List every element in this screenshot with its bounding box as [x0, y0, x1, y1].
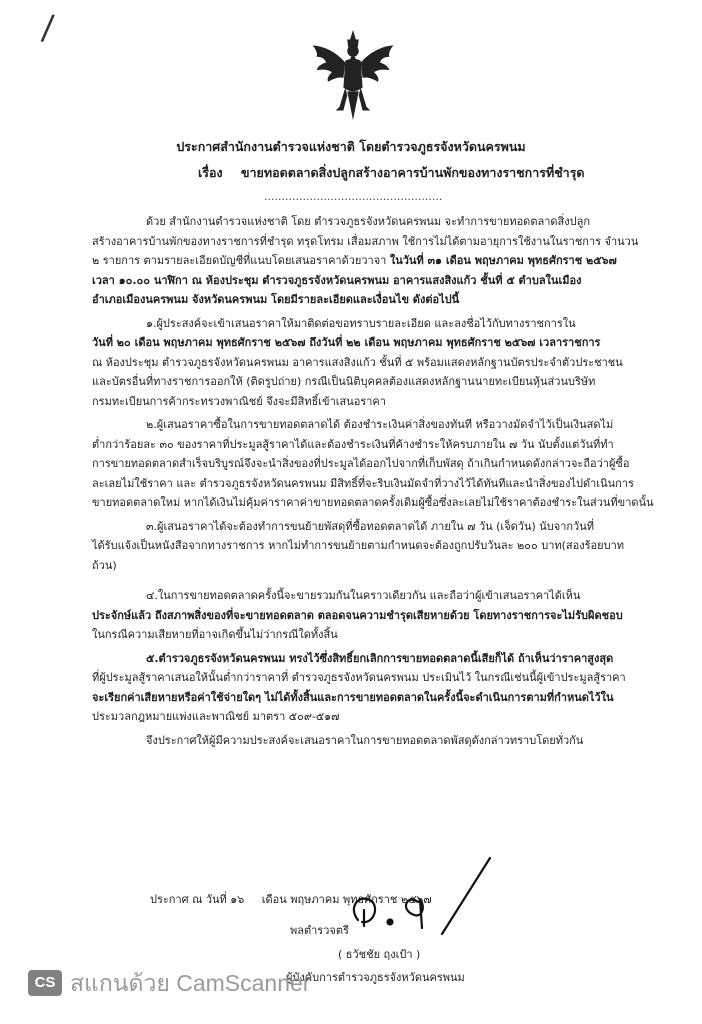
- clause-5-line: ประมวลกฎหมายแพ่งและพาณิชย์ มาตรา ๕๐๙-๕๑๗: [92, 710, 340, 723]
- clause-1-line: ๑.ผู้ประสงค์จะเข้าเสนอราคาให้มาติดต่อขอทราบรายละเอียด และลงชื่อไว้กับทางราชการใน: [146, 316, 576, 330]
- clause-5-line: จะเรียกค่าเสียหายหรือค่าใช้จ่ายใดๆ ไม่ได้ทั้งสิ้นและการขายทอดตลาดในครั้งนี้จะดำเนินการตามที่กำหนดไว้ใน: [92, 690, 614, 704]
- auction-date: ในวันที่ ๓๑ เดือน พฤษภาคม พุทธศักราช ๒๕๖๗: [389, 254, 617, 267]
- clause-2-line: ต่ำกว่าร้อยละ ๓๐ ของราคาที่ประมูลสู้ราคาได้และต้องชำระเงินที่ค้างชำระให้ครบภายใน ๗ วัน นับตั้งแต่วันที่ทำ: [92, 437, 614, 451]
- intro-line: สร้างอาคารบ้านพักของทางราชการที่ชำรุด ทรุดโทรม เสื่อมสภาพ ใช้การไม่ได้ตามอายุการใช้งานในราชการ จำนวน: [92, 234, 639, 248]
- clause-5-line: ที่ผู้ประมูลสู้ราคาเสนอให้นั้นต่ำกว่าราคาที่ ตำรวจภูธรจังหวัดนครพนม ประเมินไว้ ในกรณีเช่นนี้ผู้เข้าประมูลสู้ราคา: [92, 671, 626, 684]
- signer-name: ( ธวัชชัย ฤงเป้า ): [338, 948, 421, 961]
- clause-2-line: ๒.ผู้เสนอราคาซื้อในการขายทอดตลาดได้ ต้องชำระเงินค่าสิ่งของทันที หรือวางมัดจำไว้เป็นเงินสดไม่: [146, 418, 614, 431]
- announcement-body: [92, 212, 678, 750]
- clause-4-line: ประจักษ์แล้ว ถึงสภาพสิ่งของที่จะขายทอดตลาด ตลอดจนความชำรุดเสียหายด้วย โดยทางราชการจะไม่รับผิดชอบ: [92, 608, 623, 622]
- clause-2-line: การขายทอดตลาดสำเร็จบริบูรณ์จึงจะนำสิ่งของที่ประมูลได้ออกไปจากที่เก็บพัสดุ ถ้าเกินกำหนดดังกล่าวจะถือว่าผู้ซื้อ: [92, 457, 630, 470]
- announcement-subject: [198, 163, 638, 183]
- announce-year: ๒๕๖๗: [400, 893, 432, 906]
- garuda-emblem-icon: [305, 28, 401, 124]
- intro-line: ด้วย สำนักงานตำรวจแห่งชาติ โดย ตำรวจภูธรจังหวัดนครพนม จะทำการขายทอดตลาดสิ่งปลูก: [146, 215, 590, 228]
- clause-1-line: ณ ห้องประชุม ตำรวจภูธรจังหวัดนครพนม อาคารแสงสิงแก้ว ชั้นที่ ๕ พร้อมแสดงหลักฐานบัตรประจำตัวประชาชน: [92, 355, 623, 369]
- camscanner-logo-icon: CS: [28, 970, 62, 996]
- clause-2-line: ขายทอดตลาดใหม่ หากได้เงินไม่คุ้มค่าราคาค่าขายทอดตลาดครั้งเดิมผู้ซื้อซึ่งละเลยไม่ใช้ราคาต้องชำระในส่วนที่ขาดนั้น: [92, 496, 654, 509]
- signer-title: ผู้บังคับการตำรวจภูธรจังหวัดนครพนม: [286, 971, 465, 984]
- clause-2-line: ละเลยไม่ใช้ราคา และ ตำรวจภูธรจังหวัดนครพนม มีสิทธิ์ที่จะริบเงินมัดจำที่วางไว้ได้ทันทีและนำสิ่งของไปดำเนินการ: [92, 476, 634, 490]
- clause-5-line: ๕.ตำรวจภูธรจังหวัดนครพนม ทรงไว้ซึ่งสิทธิ์ยกเลิกการขายทอดตลาดนี้เสียก็ได้ ถ้าเห็นว่าราคาสูงสุด: [146, 651, 614, 665]
- subject-text: ขายทอดตลาดสิ่งปลูกสร้างอาคารบ้านพักของทางราชการที่ชำรุด: [240, 165, 585, 180]
- announce-day: ๑๖: [230, 893, 245, 906]
- clause-1-line: และบัตรอื่นที่ทางราชการออกให้ (ติดรูปถ่าย) กรณีเป็นนิติบุคคลต้องแสดงหลักฐานนายทะเบียนหุ้นส่วนบริษัท: [92, 375, 596, 388]
- announce-month: เดือน พฤษภาคม พุทธศักราช: [261, 893, 398, 906]
- handwritten-signature-icon: [330, 850, 550, 960]
- intro-line: อำเภอเมืองนครพนม จังหวัดนครพนม โดยมีรายละเอียดและเงื่อนไข ดังต่อไปนี้: [92, 293, 460, 306]
- clause-3-line: ๓.ผู้เสนอราคาได้จะต้องทำการขนย้ายพัสดุที่ซื้อทอดตลาดได้ ภายใน ๗ วัน (เจ็ดวัน) นับจากวันที่: [146, 519, 594, 533]
- clause-4-line: ๔.ในการขายทอดตลาดครั้งนี้จะขายรวมกันในคราวเดียวกัน และถือว่าผู้เข้าเสนอราคาได้เห็น: [146, 589, 581, 602]
- clause-1-line: กรมทะเบียนการค้ากระทรวงพาณิชย์ จึงจะมีสิทธิ์เข้าเสนอราคา: [92, 394, 386, 408]
- camscanner-watermark: สแกนด้วย CamScanner: [70, 970, 311, 996]
- announcement-title: ประกาศสำนักงานตำรวจแห่งชาติ โดยตำรวจภูธรจังหวัดนครพนม: [176, 139, 526, 154]
- clause-3-line: ได้รับแจ้งเป็นหนังสือจากทางราชการ หากไม่ทำการขนย้ายตามกำหนดจะต้องถูกปรับวันละ ๒๐๐ บาท(สองร้อยบาท: [92, 539, 624, 552]
- closing-statement: จึงประกาศให้ผู้มีความประสงค์จะเสนอราคาในการขายทอดตลาดพัสดุดังกล่าวทราบโดยทั่วกัน: [146, 733, 584, 747]
- intro-line: เวลา ๑๐.๐๐ นาฬิกา ณ ห้องประชุม ตำรวจภูธรจังหวัดนครพนม อาคารแสงสิงแก้ว ชั้นที่ ๕ ตำบลในเมือง: [92, 273, 582, 287]
- signer-rank: พลตำรวจตรี: [290, 924, 349, 937]
- corner-mark: /: [39, 7, 56, 49]
- clause-3-line: ถ้วน): [92, 558, 117, 572]
- title-separator: ...................................................: [264, 190, 443, 203]
- clause-1-line: วันที่ ๒๐ เดือน พฤษภาคม พุทธศักราช ๒๕๖๗ ถึงวันที่ ๒๒ เดือน พฤษภาคม พุทธศักราช ๒๕๖๗ เวลาราชการ: [92, 336, 601, 349]
- subject-label: เรื่อง: [198, 165, 223, 180]
- intro-line: ๒ รายการ ตามรายละเอียดบัญชีที่แนบโดยเสนอราคาด้วยวาจา ในวันที่ ๓๑ เดือน พฤษภาคม พุทธศักราช ๒๕๖๗: [92, 254, 617, 267]
- clause-4-line: ในกรณีความเสียหายที่อาจเกิดขึ้นไม่ว่ากรณีใดทั้งสิ้น: [92, 628, 338, 641]
- announce-label: ประกาศ ณ วันที่: [150, 893, 227, 906]
